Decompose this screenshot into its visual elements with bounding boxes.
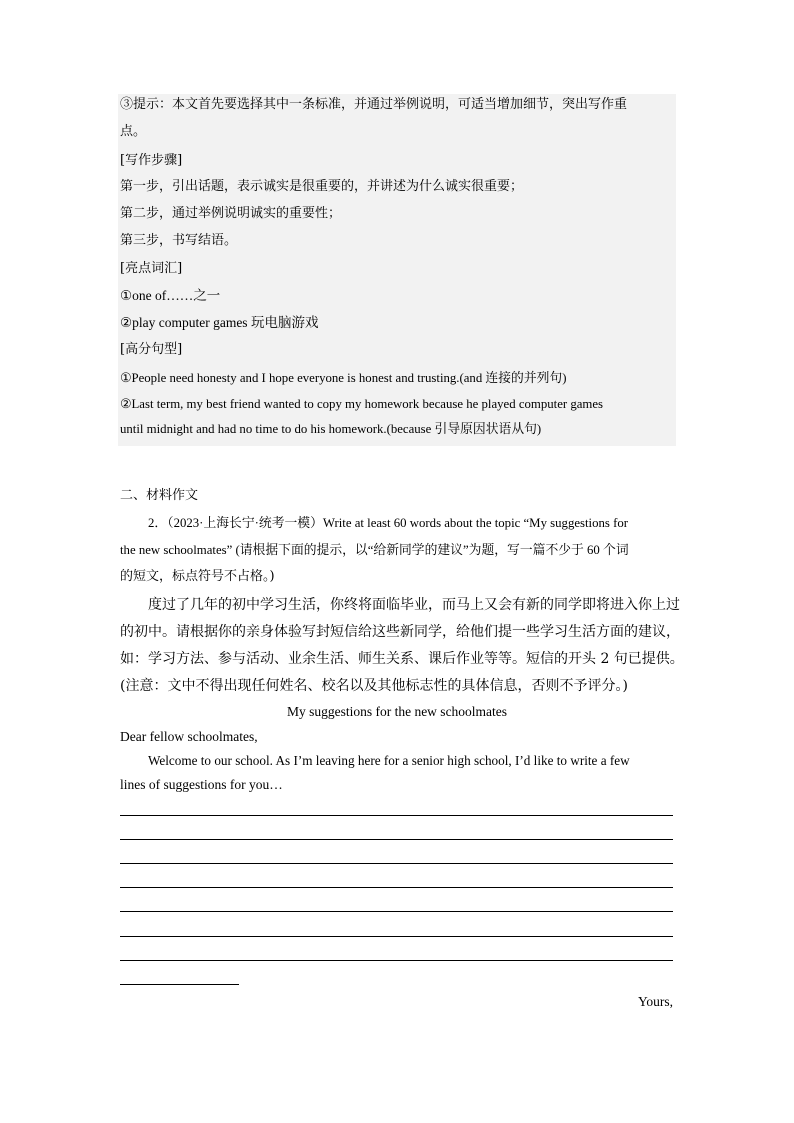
answer-line[interactable]	[120, 960, 673, 961]
vocab-heading: [亮点词汇]	[120, 261, 183, 276]
letter-body-line-1: Welcome to our school. As I’m leaving here for a senior high school, I’d like to write a few	[148, 753, 630, 768]
answer-line-short[interactable]	[120, 984, 239, 985]
step-2: 第二步，通过举例说明诚实的重要性；	[120, 206, 342, 221]
vocab-item-2: ②play computer games 玩电脑游戏	[120, 315, 319, 330]
answer-line[interactable]	[120, 815, 673, 816]
sentence-heading: [高分句型]	[120, 342, 183, 357]
step-3: 第三步，书写结语。	[120, 233, 238, 248]
letter-closing: Yours,	[637, 994, 673, 1009]
steps-heading: [写作步骤]	[120, 153, 183, 168]
vocab-item-1: ①one of……之一	[120, 288, 221, 303]
answer-line[interactable]	[120, 839, 673, 840]
prompt-line-4: (注意：文中不得出现任何姓名、校名以及其他标志性的具体信息，否则不予评分。)	[120, 678, 628, 694]
hint-line-2: 点。	[120, 124, 147, 139]
prompt-line-3: 如：学习方法、参与活动、业余生活、师生关系、课后作业等等。短信的开头 2 句已提供。	[120, 651, 684, 667]
answer-line[interactable]	[120, 911, 673, 912]
writing-guide-box	[118, 94, 676, 446]
answer-line[interactable]	[120, 887, 673, 888]
step-1: 第一步，引出话题，表示诚实是很重要的，并讲述为什么诚实很重要；	[120, 179, 524, 194]
sentence-2-line-1: ②Last term, my best friend wanted to copy my homework because he played computer games	[120, 397, 604, 411]
sentence-2-line-2: until midnight and had no time to do his homework.(because 引导原因状语从句)	[120, 422, 542, 436]
letter-greeting: Dear fellow schoolmates,	[120, 729, 258, 744]
question-line-1: 2．（2023·上海长宁·统考一模）Write at least 60 words about the topic “My suggestions for	[148, 516, 629, 530]
answer-line[interactable]	[120, 863, 673, 864]
sentence-1: ①People need honesty and I hope everyone is honest and trusting.(and 连接的并列句)	[120, 371, 567, 385]
question-line-3: 的短文，标点符号不占格。)	[120, 569, 275, 584]
prompt-line-2: 的初中。请根据你的亲身体验写封短信给这些新同学，给他们提一些学习生活方面的建议，	[120, 624, 680, 640]
answer-line[interactable]	[120, 936, 673, 937]
question-line-2: the new schoolmates” (请根据下面的提示，以“给新同学的建议”为题，写一篇不少于 60 个词	[120, 543, 629, 557]
hint-line-1: ③提示：本文首先要选择其中一条标准，并通过举例说明，可适当增加细节，突出写作重	[120, 97, 628, 112]
letter-body-line-2: lines of suggestions for you…	[120, 777, 283, 792]
prompt-line-1: 度过了几年的初中学习生活，你终将面临毕业，而马上又会有新的同学即将进入你上过	[148, 597, 680, 613]
section-title: 二、材料作文	[120, 488, 199, 503]
letter-title: My suggestions for the new schoolmates	[286, 704, 508, 719]
